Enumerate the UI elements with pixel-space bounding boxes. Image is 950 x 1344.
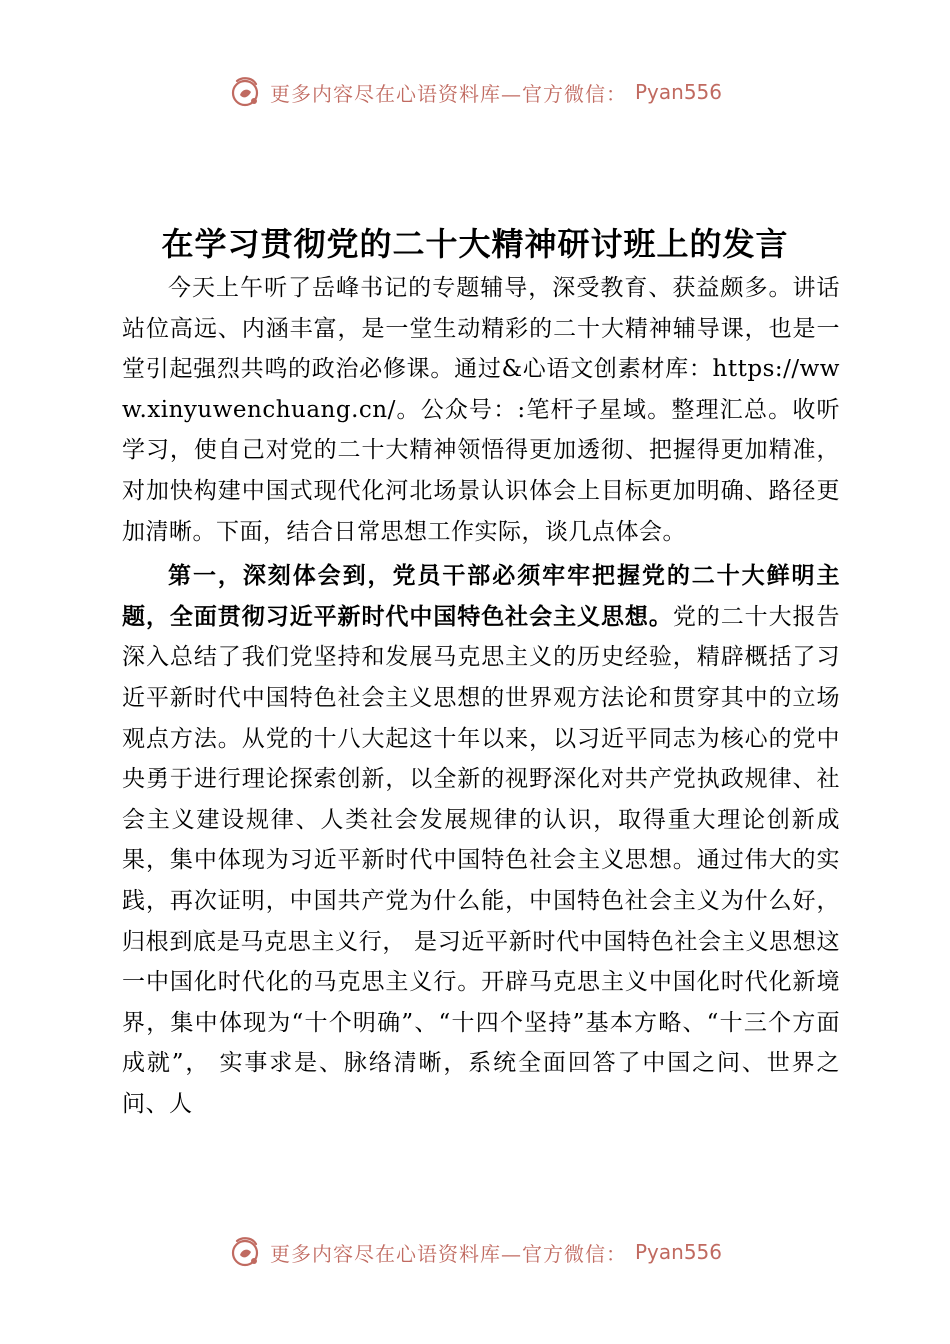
paragraph-first-point (122, 556, 840, 1124)
document-body (122, 268, 840, 1124)
brand-logo-icon (228, 1235, 262, 1269)
paragraph-intro: 今天上午听了岳峰书记的专题辅导，深受教育、获益颇多。讲话站位高远、内涵丰富，是一堂生动精彩的二十大精神辅导课，也是一堂引起强烈共鸣的政治必修课。通过&心语文创素材库：https://www.xinyuwenchuang.cn/。公众号：:笔杆子星域。整理汇总。收听学习，使自己对党的二十大精神领悟得更加透彻、把握得更加精准，对加快构建中国式现代化河北场景认识体会上目标更加明确、路径更加清晰。下面，结合日常思想工作实际，谈几点体会。 (122, 275, 840, 545)
brand-logo-icon (228, 75, 262, 109)
header-wechat-id: Pyan556 (634, 80, 722, 104)
paragraph-first-point-body: 党的二十大报告深入总结了我们党坚持和发展马克思主义的历史经验，精辟概括了习近平新时代中国特色社会主义思想的世界观方法论和贯穿其中的立场观点方法。从党的十八大起这十年以来，以习近平同志为核心的党中央勇于进行理论探索创新，以全新的视野深化对共产党执政规律、社会主义建设规律、人类社会发展规律的认识，取得重大理论创新成果，集中体现为习近平新时代中国特色社会主义思想。通过伟大的实践，再次证明，中国共产党为什么能，中国特色社会主义为什么好，归根到底是马克思主义行， 是习近平新时代中国特色社会主义思想这一中国化时代化的马克思主义行。开辟马克思主义中国化时代化新境界，集中体现为“十个明确”、“十四个坚持”基本方略、“十三个方面成就”， 实事求是、脉络清晰，系统全面回答了中国之问、世界之问、人 (122, 603, 841, 1117)
document-title: 在学习贯彻党的二十大精神研讨班上的发言 (161, 225, 789, 263)
header-banner-text: 更多内容尽在心语资料库—官方微信： (269, 81, 627, 106)
footer-wechat-id: Pyan556 (634, 1240, 722, 1264)
header-banner (0, 72, 950, 112)
footer-banner-text: 更多内容尽在心语资料库—官方微信： (269, 1241, 627, 1266)
footer-banner (0, 1232, 950, 1272)
paragraph-first-point-lead: 第一，深刻体会到，党员干部必须牢牢把握党的二十大鲜明主题，全面贯彻习近平新时代中国特色社会主义思想。 (122, 563, 840, 630)
